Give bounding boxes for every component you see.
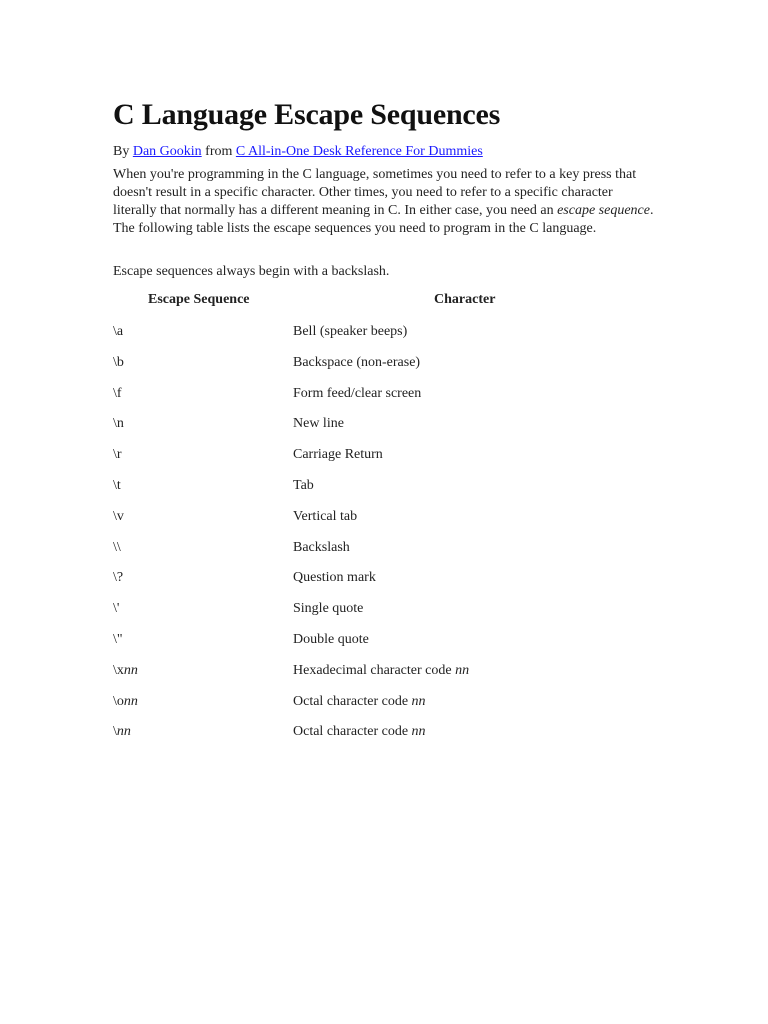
escape-sequence-cell bbox=[113, 415, 124, 433]
character-description-text: Bell (speaker beeps) bbox=[293, 324, 408, 339]
character-description-cell bbox=[293, 631, 369, 649]
intro-paragraph bbox=[113, 166, 658, 238]
table-row bbox=[113, 600, 658, 631]
intro-text-2: . The following table lists the escape sequences you need to program in the C language. bbox=[113, 203, 654, 236]
table-row bbox=[113, 693, 658, 724]
byline-prefix: By bbox=[113, 144, 133, 159]
character-description-text: Vertical tab bbox=[293, 508, 358, 524]
table-row bbox=[113, 508, 658, 539]
author-link[interactable]: Dan Gookin bbox=[132, 144, 202, 159]
table-row bbox=[113, 539, 658, 570]
character-description-cell bbox=[293, 323, 407, 341]
character-description-cell bbox=[293, 569, 376, 587]
character-description-cell bbox=[293, 385, 421, 403]
escape-sequence-cell bbox=[113, 662, 138, 680]
escape-sequence-cell bbox=[113, 539, 121, 557]
table-row bbox=[113, 446, 658, 477]
character-description-text: Backspace (non-erase) bbox=[293, 354, 421, 370]
escape-sequence-cell bbox=[113, 446, 122, 464]
character-description-text: Tab bbox=[293, 477, 314, 493]
escape-sequence-table bbox=[113, 323, 658, 754]
table-row bbox=[113, 477, 658, 508]
escape-sequence-cell bbox=[113, 385, 122, 403]
intro-term: escape sequence bbox=[557, 203, 650, 218]
character-description-placeholder: nn bbox=[455, 662, 470, 678]
escape-sequence-cell bbox=[113, 323, 123, 341]
escape-sequence-text: \n bbox=[113, 416, 124, 432]
escape-sequence-cell bbox=[113, 723, 131, 741]
escape-sequence-text: \ bbox=[113, 724, 117, 740]
table-row bbox=[113, 723, 658, 754]
table-row bbox=[113, 354, 658, 385]
escape-sequence-cell bbox=[113, 631, 123, 649]
character-description-cell bbox=[293, 508, 357, 526]
escape-sequence-text: \o bbox=[113, 693, 124, 709]
table-row bbox=[113, 662, 658, 693]
character-description-text: Double quote bbox=[293, 631, 369, 647]
page-title: C Language Escape Sequences bbox=[113, 98, 501, 131]
byline-middle: from bbox=[201, 144, 236, 159]
table-row bbox=[113, 323, 658, 354]
character-description-cell bbox=[293, 539, 350, 557]
escape-sequence-cell bbox=[113, 354, 124, 372]
byline bbox=[113, 143, 483, 161]
character-description-cell bbox=[293, 477, 314, 495]
backslash-note: Escape sequences always begin with a backslash. bbox=[113, 264, 390, 279]
character-description-placeholder: nn bbox=[411, 693, 426, 709]
escape-sequence-text: \f bbox=[113, 385, 122, 401]
escape-sequence-placeholder: nn bbox=[123, 662, 138, 678]
character-description-text: New line bbox=[293, 416, 344, 432]
character-description-text: Hexadecimal character code bbox=[293, 662, 456, 678]
escape-sequence-text: \r bbox=[113, 447, 122, 463]
escape-sequence-text: \' bbox=[113, 601, 120, 617]
table-row bbox=[113, 415, 658, 446]
character-description-cell bbox=[293, 600, 363, 618]
intro-text-1: When you're programming in the C language, sometimes you need to refer to a key press that doesn't result in a specific character. Other times, you need to refer to a specific character literally that normally has a different meaning in C. In either case, you need an bbox=[113, 167, 637, 218]
character-description-cell bbox=[293, 723, 426, 741]
table-row bbox=[113, 631, 658, 662]
character-description-text: Backslash bbox=[293, 539, 350, 555]
character-description-cell bbox=[293, 446, 383, 464]
character-description-cell bbox=[293, 354, 420, 372]
character-description-text: Octal character code bbox=[293, 693, 412, 709]
table-row bbox=[113, 385, 658, 416]
character-description-cell bbox=[293, 693, 426, 711]
table-row bbox=[113, 569, 658, 600]
character-description-text: Carriage Return bbox=[293, 447, 383, 463]
book-link[interactable]: C All-in-One Desk Reference For Dummies bbox=[235, 144, 483, 159]
escape-sequence-text: \v bbox=[113, 508, 124, 524]
character-description-cell bbox=[293, 662, 469, 680]
escape-sequence-cell bbox=[113, 693, 138, 711]
column-header-escape-sequence: Escape Sequence bbox=[148, 292, 250, 307]
escape-sequence-text: \a bbox=[113, 324, 124, 339]
character-description-cell bbox=[293, 415, 344, 433]
escape-sequence-text: \" bbox=[113, 631, 123, 647]
escape-sequence-cell bbox=[113, 600, 119, 618]
column-header-character: Character bbox=[434, 292, 496, 307]
escape-sequence-placeholder: nn bbox=[116, 724, 131, 740]
escape-sequence-text: \? bbox=[113, 570, 124, 586]
escape-sequence-text: \b bbox=[113, 354, 124, 370]
escape-sequence-text: \\ bbox=[113, 539, 121, 555]
escape-sequence-cell bbox=[113, 477, 121, 495]
escape-sequence-placeholder: nn bbox=[123, 693, 138, 709]
character-description-text: Single quote bbox=[293, 601, 364, 617]
character-description-text: Form feed/clear screen bbox=[293, 385, 422, 401]
escape-sequence-text: \t bbox=[113, 477, 121, 493]
escape-sequence-text: \x bbox=[113, 662, 124, 678]
character-description-placeholder: nn bbox=[411, 724, 426, 740]
escape-sequence-cell bbox=[113, 508, 124, 526]
character-description-text: Question mark bbox=[293, 570, 376, 586]
escape-sequence-cell bbox=[113, 569, 123, 587]
character-description-text: Octal character code bbox=[293, 724, 412, 740]
